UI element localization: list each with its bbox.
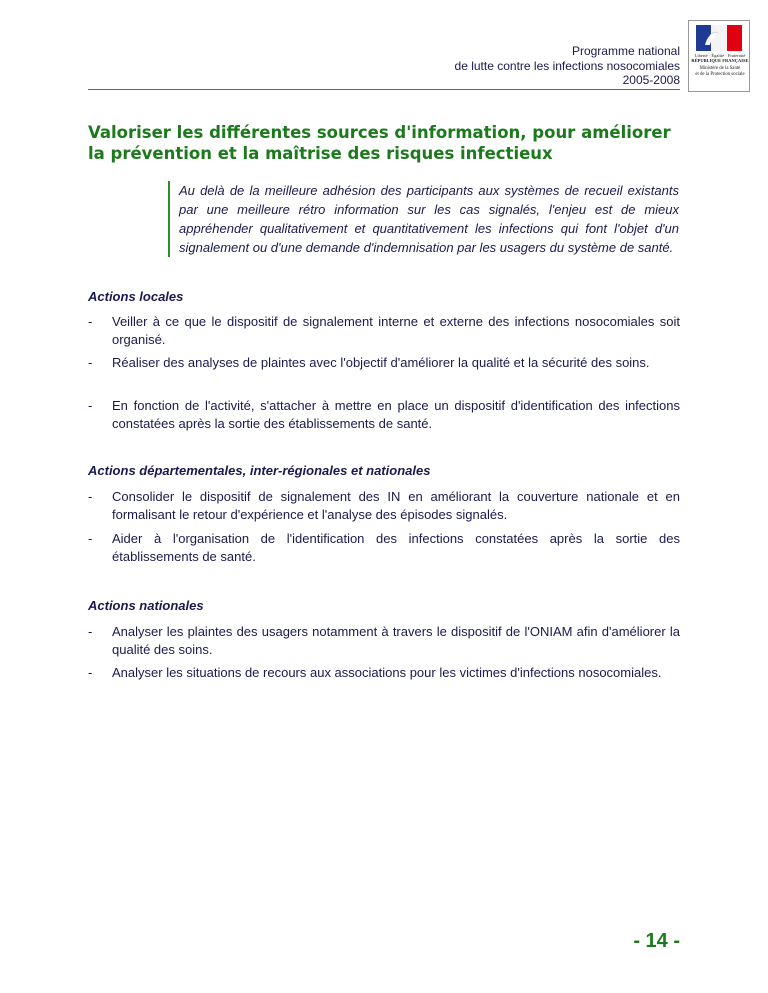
marianne-icon	[699, 27, 725, 47]
page-number: - 14 -	[633, 930, 680, 952]
list-item: - En fonction de l'activité, s'attacher à mettre en place un dispositif d'identification des infections constatées après la sortie des établissements de santé.	[88, 398, 680, 431]
section-title-national: Actions nationales	[88, 598, 204, 613]
list-item: - Aider à l'organisation de l'identification des infections constatées après la sortie des établissements de santé.	[88, 531, 680, 564]
section-title-regional: Actions départementales, inter-régionales et nationales	[88, 463, 431, 478]
header-program-title: Programme national	[571, 44, 680, 58]
list-item: - Consolider le dispositif de signalement des IN en améliorant la couverture nationale et en formalisant le retour d'expérience et l'analyse des épisodes signalés.	[88, 489, 680, 522]
logo-motto: Liberté · Égalité · Fraternité RÉPUBLIQUE FRANÇAISE	[691, 53, 749, 63]
list-item: - Analyser les situations de recours aux associations pour les victimes d'infections nosocomiales.	[88, 665, 662, 680]
document-header	[455, 44, 680, 88]
list-item: - Analyser les plaintes des usagers notamment à travers le dispositif de l'ONIAM afin d'améliorer la qualité des soins.	[88, 624, 680, 657]
ministry-logo	[688, 20, 750, 92]
intro-paragraph: Au delà de la meilleure adhésion des participants aux systèmes de recueil existants par une meilleure rétro information sur les cas signalés, l'enjeu est de mieux appréhender qualitativement et quantitativement les infections qui font l'objet d'un signalement ou d'une demande d'indemnisation par les usagers du système de santé.	[168, 181, 679, 257]
section-title-local: Actions locales	[88, 289, 184, 304]
logo-ministry-name: Ministère de la Santé et de la Protection sociale	[695, 66, 745, 77]
list-item: - Veiller à ce que le dispositif de signalement interne et externe des infections nosocomiales soit organisé.	[88, 314, 680, 347]
list-item: - Réaliser des analyses de plaintes avec l'objectif d'améliorer la qualité et la sécurité des soins.	[88, 355, 650, 370]
header-program-subtitle: de lutte contre les infections nosocomiales	[454, 58, 680, 73]
page-title: Valoriser les différentes sources d'information, pour améliorer la prévention et la maîtrise des risques infectieux	[88, 123, 671, 163]
header-divider	[88, 89, 680, 90]
header-program-years: 2005-2008	[622, 73, 680, 87]
